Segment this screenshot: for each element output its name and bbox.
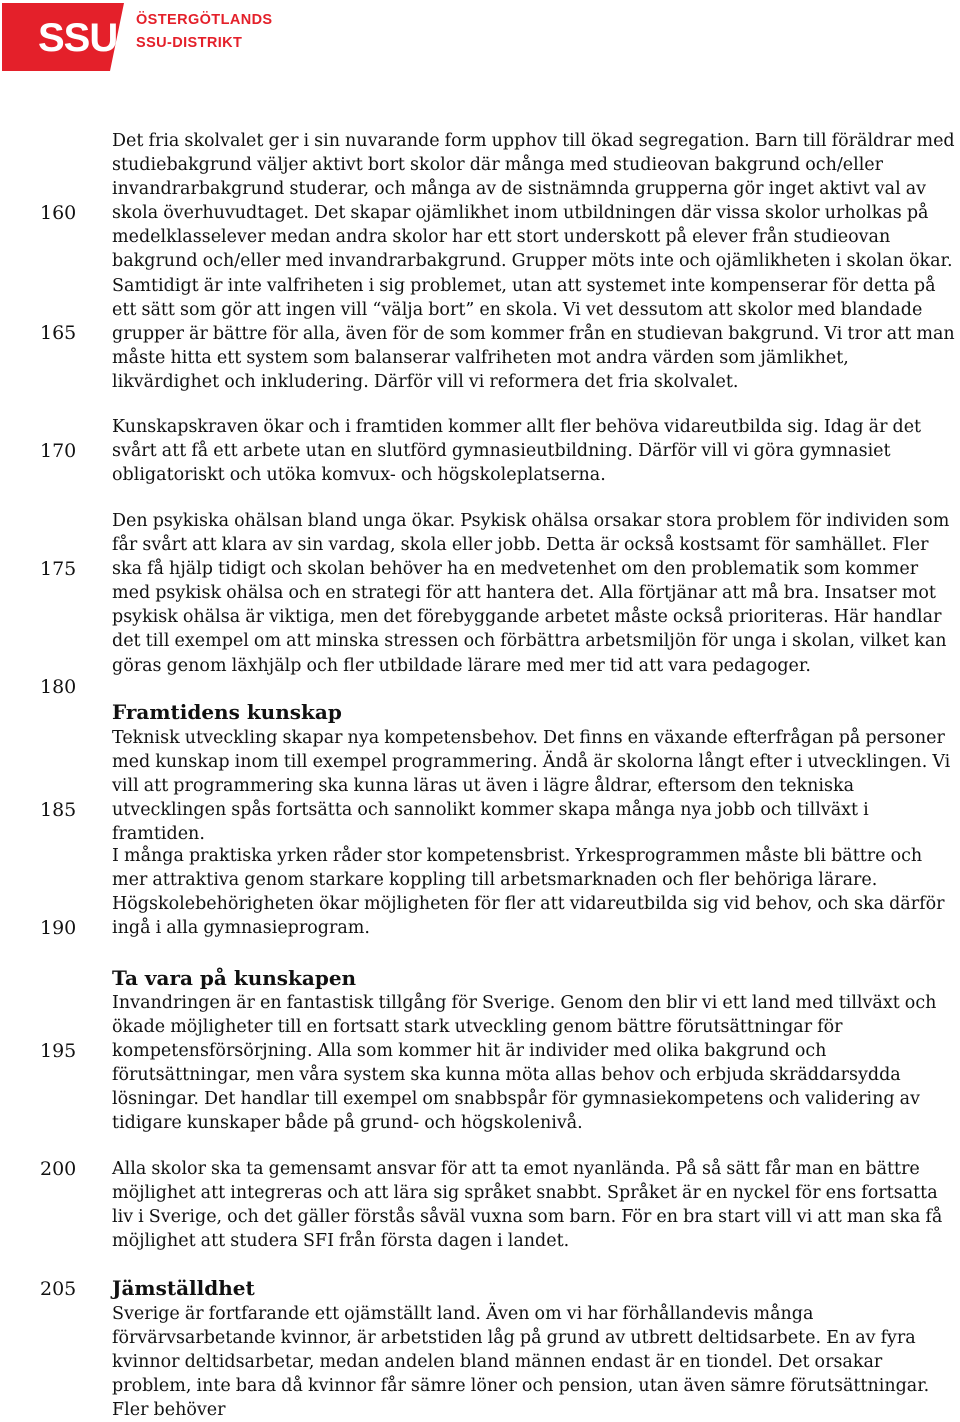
paragraph-education-requirements: Kunskapskraven ökar och i framtiden kommer allt fler behöva vidareutbilda sig. Idag är det svårt att få ett arbete utan en slutförd gymnasieutbildning. Därför vill vi göra gymnasiet obligatoriskt och utöka komvux- och högskoleplatserna.: [112, 417, 922, 486]
heading-use-knowledge: Ta vara på kunskapen: [112, 966, 357, 990]
line-number: 170: [40, 440, 77, 462]
paragraph-technical-development: Teknisk utveckling skapar nya kompetensbehov. Det finns en växande efterfrågan på personer med kunskap inom till exempel programmering. Ändå är skolorna långt efter i utvecklingen. Vi vill att programmering ska kunna läras ut även i lägre åldrar, eftersom den tekniska utvecklingen spås fortsätta och sannolikt kommer skapa många nya jobb och tillväxt i framtiden.: [112, 728, 951, 845]
paragraph-gender-equality: Sverige är fortfarande ett ojämställt land. Även om vi har förhållandevis många förvärvsarbetande kvinnor, är arbetstiden låg på grund av utbrett deltidsarbete. En av fyra kvinnor deltidsarbetar, medan andelen bland männen endast är en tiondel. Det orsakar problem, inte bara då kvinnor får sämre löner och pension, utan även sämre förutsättningar. Fler behöver: [112, 1304, 930, 1421]
line-number: 190: [40, 917, 77, 939]
ssu-logo-mark: [0, 0, 128, 74]
ssu-logo: [0, 0, 290, 74]
line-number: 180: [40, 676, 77, 698]
logo-district-line2: SSU-DISTRIKT: [136, 35, 243, 51]
logo-district-line1: ÖSTERGÖTLANDS: [136, 12, 273, 28]
line-number: 160: [40, 202, 77, 224]
heading-future-knowledge: Framtidens kunskap: [112, 700, 342, 724]
heading-gender-equality: Jämställdhet: [112, 1276, 255, 1300]
line-number: 175: [40, 558, 77, 580]
line-number: 200: [40, 1158, 77, 1180]
paragraph-vocational-programs: I många praktiska yrken råder stor kompetensbrist. Yrkesprogrammen måste bli bättre och mer attraktiva genom starkare koppling till arbetsmarknaden och fler behöriga lärare. Högskolebehörigheten ökar möjligheten för fler att vidareutbilda sig vid behov, och ska därför ingå i alla gymnasieprogram.: [112, 846, 945, 939]
paragraph-school-choice: Det fria skolvalet ger i sin nuvarande form upphov till ökad segregation. Barn till föräldrar med studiebakgrund väljer aktivt bort skolor där många med studieovan bakgrund och/eller invandrarbakgrund studerar, och många av de sistnämnda grupperna gör inget aktivt val av skola överhuvudtaget. Det skapar ojämlikhet inom utbildningen där vissa skolor urholkas på medelklasselever medan andra skolor har ett stort underskott på elever från studieovan bakgrund och/eller med invandrarbakgrund. Grupper möts inte och ojämlikheten i skolan ökar. Samtidigt är inte valfriheten i sig problemet, utan att systemet inte kompenserar för detta på ett sätt som gör att ingen vill “välja bort” en skola. Vi vet dessutom att skolor med blandade grupper är bättre för alla, även för de som kommer från en studievan bakgrund. Vi tror att man måste hitta ett system som balanserar valfriheten mot andra värden som jämlikhet, likvärdighet och inkludering. Därför vill vi reformera det fria skolvalet.: [112, 131, 955, 392]
line-number: 195: [40, 1040, 77, 1062]
paragraph-immigration: Invandringen är en fantastisk tillgång för Sverige. Genom den blir vi ett land med tillväxt och ökade möjligheter till en fortsatt stark utveckling genom bättre förutsättningar för kompetensförsörjning. Alla som kommer hit är individer med olika bakgrund och förutsättningar, men våra system ska kunna möta allas behov och erbjuda skräddarsydda lösningar. Det handlar till exempel om snabbspår för gymnasiekompetens och validering av tidigare kunskaper både på grund- och högskolenivå.: [112, 993, 937, 1134]
line-number: 165: [40, 322, 77, 344]
paragraph-newcomers: Alla skolor ska ta gemensamt ansvar för att ta emot nyanlända. På så sätt får man en bättre möjlighet att integreras och att lära sig språket snabbt. Språket är en nyckel för ens fortsatta liv i Sverige, och det gäller förstås såväl vuxna som barn. För en bra start vill vi att man ska få möjlighet att studera SFI från första dagen i landet.: [112, 1159, 943, 1252]
logo-mark-text: SSU: [38, 16, 118, 60]
paragraph-mental-health: Den psykiska ohälsan bland unga ökar. Psykisk ohälsa orsakar stora problem för individen som får svårt att klara av sin vardag, skola eller jobb. Detta är också kostsamt för samhället. Fler ska få hjälp tidigt och skolan behöver ha en medvetenhet om den problematik som kommer med psykisk ohälsa och en strategi för att hantera det. Alla förtjänar att må bra. Insatser mot psykisk ohälsa är viktiga, men det förebyggande arbetet måste också prioriteras. Här handlar det till exempel om att minska stressen och förbättra arbetsmiljön för unga i skolan, vilket kan göras genom läxhjälp och fler utbildade lärare med mer tid att vara pedagoger.: [112, 511, 950, 676]
line-number: 205: [40, 1278, 77, 1300]
line-number: 185: [40, 799, 77, 821]
